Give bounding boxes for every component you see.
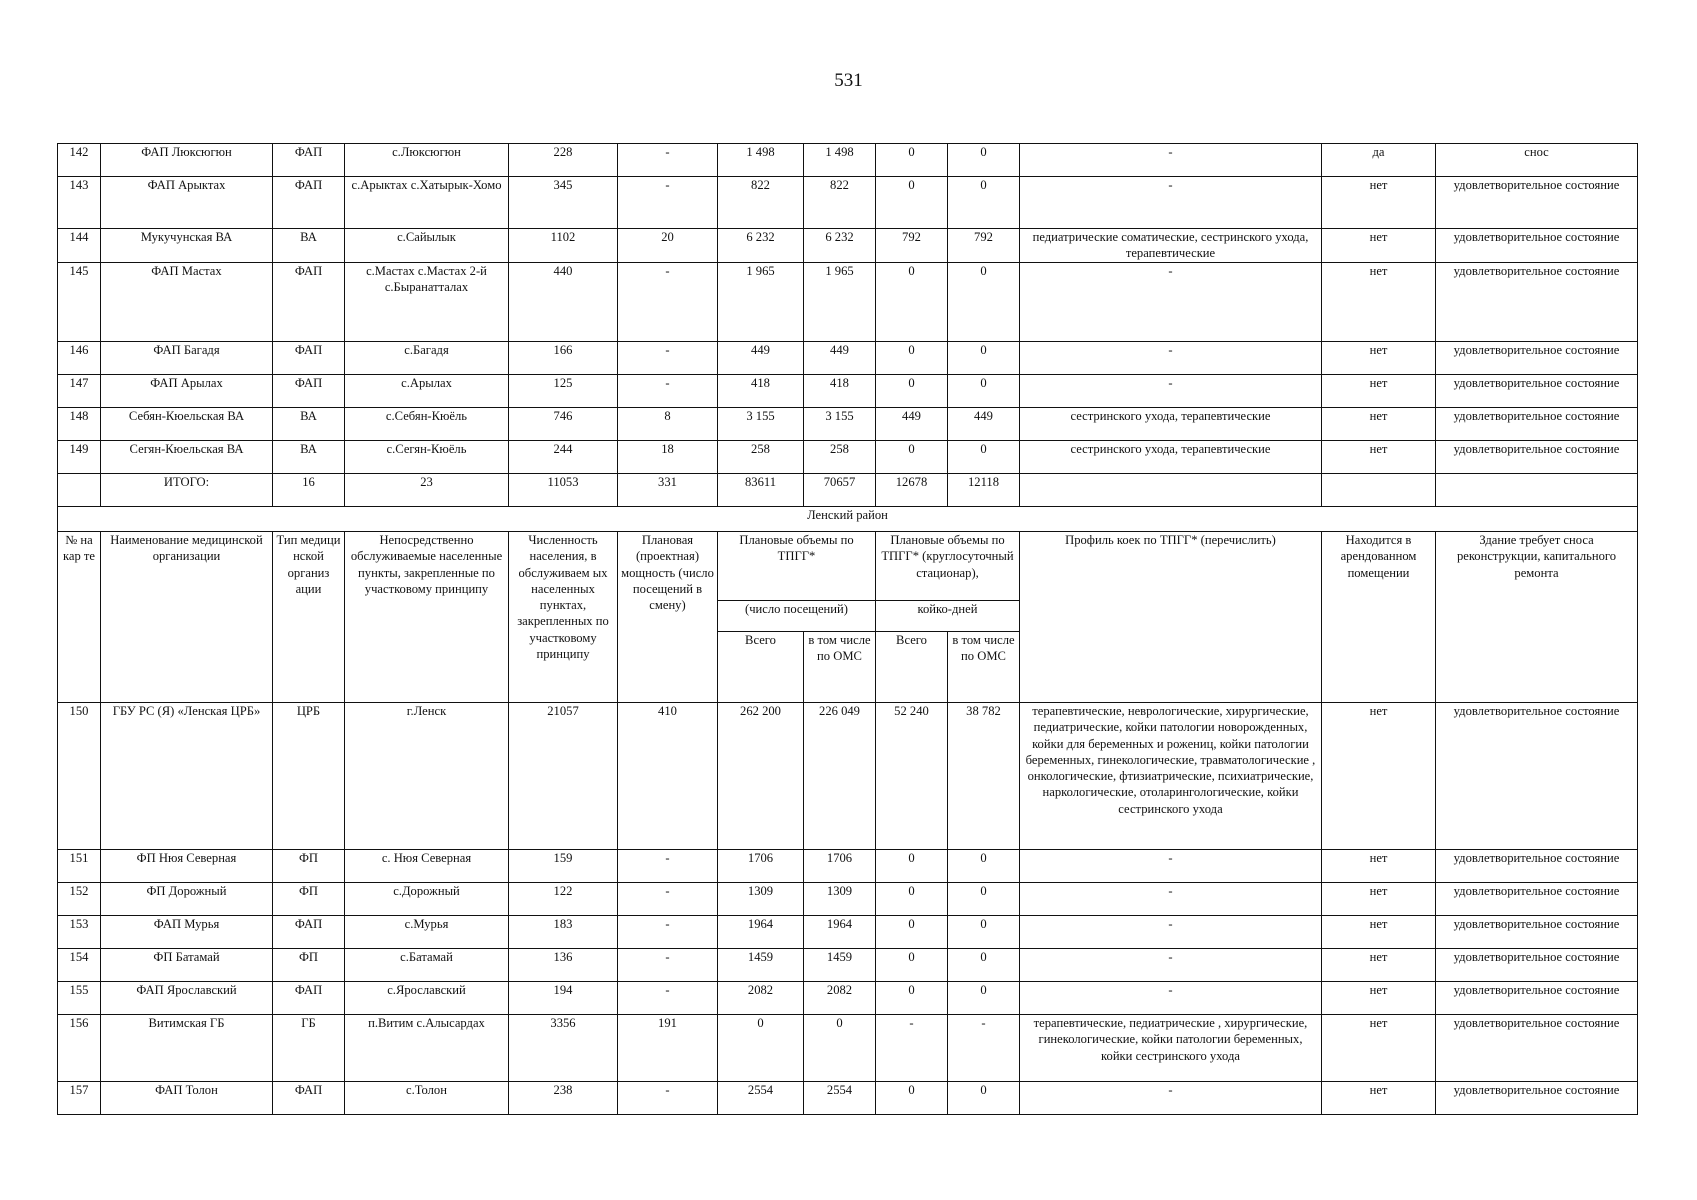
building-state-cell: удовлетворительное состояние — [1436, 263, 1638, 342]
table-row — [58, 982, 1638, 1015]
org-name-cell: Мукучунская ВА — [101, 229, 273, 263]
beds-total-cell: 0 — [876, 850, 948, 883]
capacity-cell: 331 — [618, 474, 718, 507]
header-rented: Находится в арендованном помещении — [1322, 532, 1436, 703]
visits-total-cell: 1309 — [718, 883, 804, 916]
visits-total-cell: 822 — [718, 177, 804, 229]
visits-total-cell: 449 — [718, 342, 804, 375]
table-row — [58, 375, 1638, 408]
beds-oms-cell: 0 — [948, 144, 1020, 177]
rented-cell: нет — [1322, 949, 1436, 982]
org-name-cell: ФАП Багадя — [101, 342, 273, 375]
header-building: Здание требует сноса реконструкции, капитального ремонта — [1436, 532, 1638, 703]
table-row — [58, 474, 1638, 507]
capacity-cell: 20 — [618, 229, 718, 263]
settlement-cell: с.Батамай — [345, 949, 509, 982]
org-name-cell: Витимская ГБ — [101, 1015, 273, 1082]
rented-cell: нет — [1322, 408, 1436, 441]
rented-cell: нет — [1322, 916, 1436, 949]
beds-oms-cell: 38 782 — [948, 703, 1020, 850]
header-visits-total: Всего — [718, 632, 804, 703]
beds-total-cell: 0 — [876, 916, 948, 949]
row-number-cell: 155 — [58, 982, 101, 1015]
beds-oms-cell: 0 — [948, 375, 1020, 408]
visits-total-cell: 1964 — [718, 916, 804, 949]
building-state-cell: снос — [1436, 144, 1638, 177]
org-type-cell: ФАП — [273, 1082, 345, 1115]
capacity-cell: - — [618, 850, 718, 883]
beds-total-cell: 0 — [876, 263, 948, 342]
population-cell: 746 — [509, 408, 618, 441]
org-type-cell: 16 — [273, 474, 345, 507]
building-state-cell: удовлетворительное состояние — [1436, 916, 1638, 949]
building-state-cell: удовлетворительное состояние — [1436, 883, 1638, 916]
org-name-cell: ФАП Арылах — [101, 375, 273, 408]
rented-cell: нет — [1322, 1015, 1436, 1082]
beds-oms-cell: 792 — [948, 229, 1020, 263]
beds-oms-cell: 0 — [948, 982, 1020, 1015]
beds-oms-cell: 0 — [948, 850, 1020, 883]
visits-oms-cell: 1 965 — [804, 263, 876, 342]
header-name: Наименование медицинской организации — [101, 532, 273, 703]
org-name-cell: ГБУ РС (Я) «Ленская ЦРБ» — [101, 703, 273, 850]
rented-cell: нет — [1322, 375, 1436, 408]
header-beds: Плановые объемы по ТПГГ* (круглосуточный стационар), — [876, 532, 1020, 601]
settlement-cell: с.Люксюгюн — [345, 144, 509, 177]
beds-total-cell: 0 — [876, 342, 948, 375]
org-type-cell: ФАП — [273, 177, 345, 229]
row-number-cell: 156 — [58, 1015, 101, 1082]
table-row — [58, 342, 1638, 375]
building-state-cell: удовлетворительное состояние — [1436, 1082, 1638, 1115]
org-name-cell: ФАП Ярославский — [101, 982, 273, 1015]
table-row — [58, 949, 1638, 982]
beds-total-cell: 0 — [876, 949, 948, 982]
capacity-cell: - — [618, 144, 718, 177]
visits-oms-cell: 6 232 — [804, 229, 876, 263]
bed-profile-cell: - — [1020, 177, 1322, 229]
row-number-cell: 153 — [58, 916, 101, 949]
beds-total-cell: - — [876, 1015, 948, 1082]
org-name-cell: ФП Дорожный — [101, 883, 273, 916]
building-state-cell: удовлетворительное состояние — [1436, 441, 1638, 474]
row-number-cell: 150 — [58, 703, 101, 850]
building-state-cell: удовлетворительное состояние — [1436, 850, 1638, 883]
beds-total-cell: 0 — [876, 144, 948, 177]
beds-oms-cell: 0 — [948, 883, 1020, 916]
header-population: Численность населения, в обслуживаем ых населенных пунктах, закрепленных по участковому принципу — [509, 532, 618, 703]
visits-oms-cell: 1 498 — [804, 144, 876, 177]
table-row — [58, 177, 1638, 229]
building-state-cell: удовлетворительное состояние — [1436, 982, 1638, 1015]
rented-cell: да — [1322, 144, 1436, 177]
population-cell: 440 — [509, 263, 618, 342]
header-visits-unit: (число посещений) — [718, 601, 876, 632]
settlement-cell: п.Витим с.Алысардах — [345, 1015, 509, 1082]
org-name-cell: Сегян-Кюельская ВА — [101, 441, 273, 474]
beds-oms-cell: 0 — [948, 177, 1020, 229]
table-row — [58, 144, 1638, 177]
org-type-cell: ФАП — [273, 916, 345, 949]
population-cell: 194 — [509, 982, 618, 1015]
org-type-cell: ФАП — [273, 375, 345, 408]
settlement-cell: с.Багадя — [345, 342, 509, 375]
building-state-cell: удовлетворительное состояние — [1436, 1015, 1638, 1082]
building-state-cell: удовлетворительное состояние — [1436, 342, 1638, 375]
beds-oms-cell: 0 — [948, 949, 1020, 982]
org-name-cell: ФАП Люксюгюн — [101, 144, 273, 177]
beds-oms-cell: 0 — [948, 916, 1020, 949]
visits-oms-cell: 1309 — [804, 883, 876, 916]
row-number-cell: 143 — [58, 177, 101, 229]
capacity-cell: - — [618, 1082, 718, 1115]
bed-profile-cell: сестринского ухода, терапевтические — [1020, 441, 1322, 474]
org-name-cell: ФП Батамай — [101, 949, 273, 982]
bed-profile-cell: педиатрические соматические, сестринского ухода, терапевтические — [1020, 229, 1322, 263]
capacity-cell: 8 — [618, 408, 718, 441]
visits-oms-cell: 1964 — [804, 916, 876, 949]
settlement-cell: с.Арылах — [345, 375, 509, 408]
population-cell: 238 — [509, 1082, 618, 1115]
visits-oms-cell: 70657 — [804, 474, 876, 507]
header-beds-oms: в том числе по ОМС — [948, 632, 1020, 703]
population-cell: 183 — [509, 916, 618, 949]
beds-total-cell: 0 — [876, 1082, 948, 1115]
rented-cell: нет — [1322, 441, 1436, 474]
rented-cell: нет — [1322, 1082, 1436, 1115]
capacity-cell: - — [618, 177, 718, 229]
visits-total-cell: 1459 — [718, 949, 804, 982]
visits-total-cell: 83611 — [718, 474, 804, 507]
row-number-cell — [58, 474, 101, 507]
beds-total-cell: 0 — [876, 883, 948, 916]
org-name-cell: ФАП Мурья — [101, 916, 273, 949]
beds-total-cell: 449 — [876, 408, 948, 441]
row-number-cell: 152 — [58, 883, 101, 916]
org-type-cell: ВА — [273, 441, 345, 474]
population-cell: 3356 — [509, 1015, 618, 1082]
visits-total-cell: 258 — [718, 441, 804, 474]
bed-profile-cell: терапевтические, неврологические, хирургические, педиатрические, койки патологии новорожденных, койки для беременных и рожениц, койки патологии беременных, гинекологические, травматологические , онкологические, фтизиатрические, психиатрические, наркологические, отоларингологические, койки сестринского ухода — [1020, 703, 1322, 850]
header-num: № на кар те — [58, 532, 101, 703]
capacity-cell: 191 — [618, 1015, 718, 1082]
beds-total-cell: 0 — [876, 177, 948, 229]
population-cell: 228 — [509, 144, 618, 177]
row-number-cell: 144 — [58, 229, 101, 263]
header-type: Тип медици нской организ ации — [273, 532, 345, 703]
bed-profile-cell: - — [1020, 263, 1322, 342]
beds-total-cell: 0 — [876, 982, 948, 1015]
settlement-cell: с.Толон — [345, 1082, 509, 1115]
rented-cell: нет — [1322, 342, 1436, 375]
capacity-cell: 18 — [618, 441, 718, 474]
org-type-cell: ФАП — [273, 144, 345, 177]
bed-profile-cell: - — [1020, 1082, 1322, 1115]
visits-oms-cell: 449 — [804, 342, 876, 375]
row-number-cell: 145 — [58, 263, 101, 342]
header-beds-unit: койко-дней — [876, 601, 1020, 632]
building-state-cell: удовлетворительное состояние — [1436, 703, 1638, 850]
beds-total-cell: 52 240 — [876, 703, 948, 850]
settlement-cell: 23 — [345, 474, 509, 507]
table-row — [58, 441, 1638, 474]
visits-oms-cell: 1459 — [804, 949, 876, 982]
org-type-cell: ФП — [273, 850, 345, 883]
table-row — [58, 1082, 1638, 1115]
row-number-cell: 148 — [58, 408, 101, 441]
population-cell: 122 — [509, 883, 618, 916]
visits-oms-cell: 2554 — [804, 1082, 876, 1115]
rented-cell: нет — [1322, 982, 1436, 1015]
org-type-cell: ФАП — [273, 982, 345, 1015]
population-cell: 136 — [509, 949, 618, 982]
visits-oms-cell: 226 049 — [804, 703, 876, 850]
header-beds-total: Всего — [876, 632, 948, 703]
settlement-cell: с.Арыктах с.Хатырык-Хомо — [345, 177, 509, 229]
settlement-cell: с.Дорожный — [345, 883, 509, 916]
bed-profile-cell: терапевтические, педиатрические , хирургические, гинекологические, койки патологии беременных, койки сестринского ухода — [1020, 1015, 1322, 1082]
org-type-cell: ГБ — [273, 1015, 345, 1082]
page-number: 531 — [834, 70, 863, 91]
org-name-cell: Себян-Кюельская ВА — [101, 408, 273, 441]
row-number-cell: 154 — [58, 949, 101, 982]
visits-total-cell: 262 200 — [718, 703, 804, 850]
beds-oms-cell: - — [948, 1015, 1020, 1082]
capacity-cell: - — [618, 883, 718, 916]
visits-total-cell: 2082 — [718, 982, 804, 1015]
capacity-cell: 410 — [618, 703, 718, 850]
visits-total-cell: 1706 — [718, 850, 804, 883]
population-cell: 11053 — [509, 474, 618, 507]
beds-oms-cell: 0 — [948, 263, 1020, 342]
rented-cell: нет — [1322, 703, 1436, 850]
visits-oms-cell: 0 — [804, 1015, 876, 1082]
facilities-table — [57, 143, 1638, 1115]
org-type-cell: ФП — [273, 883, 345, 916]
rented-cell: нет — [1322, 229, 1436, 263]
header-visits-oms: в том числе по ОМС — [804, 632, 876, 703]
building-state-cell: удовлетворительное состояние — [1436, 949, 1638, 982]
population-cell: 244 — [509, 441, 618, 474]
population-cell: 345 — [509, 177, 618, 229]
beds-total-cell: 0 — [876, 441, 948, 474]
settlement-cell: с.Мастах с.Мастах 2-й с.Быранатталах — [345, 263, 509, 342]
header-settlements: Непосредственно обслуживаемые населенные пункты, закрепленные по участковому принципу — [345, 532, 509, 703]
bed-profile-cell: - — [1020, 375, 1322, 408]
building-state-cell: удовлетворительное состояние — [1436, 408, 1638, 441]
building-state-cell: удовлетворительное состояние — [1436, 229, 1638, 263]
capacity-cell: - — [618, 263, 718, 342]
org-name-cell: ИТОГО: — [101, 474, 273, 507]
visits-total-cell: 1 965 — [718, 263, 804, 342]
bed-profile-cell: - — [1020, 342, 1322, 375]
rented-cell: нет — [1322, 263, 1436, 342]
table-row — [58, 916, 1638, 949]
org-type-cell: ФП — [273, 949, 345, 982]
beds-oms-cell: 0 — [948, 342, 1020, 375]
row-number-cell: 151 — [58, 850, 101, 883]
settlement-cell: г.Ленск — [345, 703, 509, 850]
table-row — [58, 703, 1638, 850]
beds-oms-cell: 12118 — [948, 474, 1020, 507]
visits-total-cell: 418 — [718, 375, 804, 408]
visits-total-cell: 6 232 — [718, 229, 804, 263]
settlement-cell: с.Ярославский — [345, 982, 509, 1015]
visits-oms-cell: 822 — [804, 177, 876, 229]
table-row — [58, 229, 1638, 263]
bed-profile-cell: - — [1020, 949, 1322, 982]
beds-total-cell: 12678 — [876, 474, 948, 507]
row-number-cell: 146 — [58, 342, 101, 375]
table-row — [58, 850, 1638, 883]
org-type-cell: ВА — [273, 229, 345, 263]
table-row — [58, 1015, 1638, 1082]
table-row — [58, 408, 1638, 441]
bed-profile-cell: - — [1020, 144, 1322, 177]
beds-oms-cell: 449 — [948, 408, 1020, 441]
org-type-cell: ФАП — [273, 263, 345, 342]
bed-profile-cell: сестринского ухода, терапевтические — [1020, 408, 1322, 441]
population-cell: 1102 — [509, 229, 618, 263]
visits-total-cell: 3 155 — [718, 408, 804, 441]
bed-profile-cell: - — [1020, 850, 1322, 883]
building-state-cell: удовлетворительное состояние — [1436, 375, 1638, 408]
settlement-cell: с.Сайылык — [345, 229, 509, 263]
header-profile: Профиль коек по ТПГГ* (перечислить) — [1020, 532, 1322, 703]
header-visits: Плановые объемы по ТПГГ* — [718, 532, 876, 601]
settlement-cell: с.Мурья — [345, 916, 509, 949]
settlement-cell: с. Нюя Северная — [345, 850, 509, 883]
rented-cell: нет — [1322, 883, 1436, 916]
capacity-cell: - — [618, 982, 718, 1015]
capacity-cell: - — [618, 375, 718, 408]
table-row — [58, 263, 1638, 342]
beds-oms-cell: 0 — [948, 1082, 1020, 1115]
visits-oms-cell: 3 155 — [804, 408, 876, 441]
rented-cell — [1322, 474, 1436, 507]
building-state-cell: удовлетворительное состояние — [1436, 177, 1638, 229]
visits-total-cell: 0 — [718, 1015, 804, 1082]
bed-profile-cell: - — [1020, 916, 1322, 949]
settlement-cell: с.Себян-Кюёль — [345, 408, 509, 441]
org-type-cell: ФАП — [273, 342, 345, 375]
settlement-cell: с.Сегян-Кюёль — [345, 441, 509, 474]
visits-oms-cell: 258 — [804, 441, 876, 474]
org-name-cell: ФП Нюя Северная — [101, 850, 273, 883]
table-row — [58, 883, 1638, 916]
header-capacity: Плановая (проектная) мощность (число посещений в смену) — [618, 532, 718, 703]
org-name-cell: ФАП Арыктах — [101, 177, 273, 229]
bed-profile-cell: - — [1020, 883, 1322, 916]
beds-total-cell: 792 — [876, 229, 948, 263]
rented-cell: нет — [1322, 850, 1436, 883]
row-number-cell: 157 — [58, 1082, 101, 1115]
visits-total-cell: 1 498 — [718, 144, 804, 177]
beds-oms-cell: 0 — [948, 441, 1020, 474]
row-number-cell: 142 — [58, 144, 101, 177]
beds-total-cell: 0 — [876, 375, 948, 408]
visits-oms-cell: 418 — [804, 375, 876, 408]
visits-oms-cell: 2082 — [804, 982, 876, 1015]
org-type-cell: ВА — [273, 408, 345, 441]
org-name-cell: ФАП Толон — [101, 1082, 273, 1115]
district-title: Ленский район — [58, 507, 1638, 532]
bed-profile-cell: - — [1020, 982, 1322, 1015]
population-cell: 166 — [509, 342, 618, 375]
row-number-cell: 149 — [58, 441, 101, 474]
rented-cell: нет — [1322, 177, 1436, 229]
population-cell: 159 — [509, 850, 618, 883]
bed-profile-cell — [1020, 474, 1322, 507]
row-number-cell: 147 — [58, 375, 101, 408]
population-cell: 21057 — [509, 703, 618, 850]
capacity-cell: - — [618, 916, 718, 949]
visits-oms-cell: 1706 — [804, 850, 876, 883]
building-state-cell — [1436, 474, 1638, 507]
org-name-cell: ФАП Мастах — [101, 263, 273, 342]
population-cell: 125 — [509, 375, 618, 408]
capacity-cell: - — [618, 342, 718, 375]
capacity-cell: - — [618, 949, 718, 982]
visits-total-cell: 2554 — [718, 1082, 804, 1115]
org-type-cell: ЦРБ — [273, 703, 345, 850]
